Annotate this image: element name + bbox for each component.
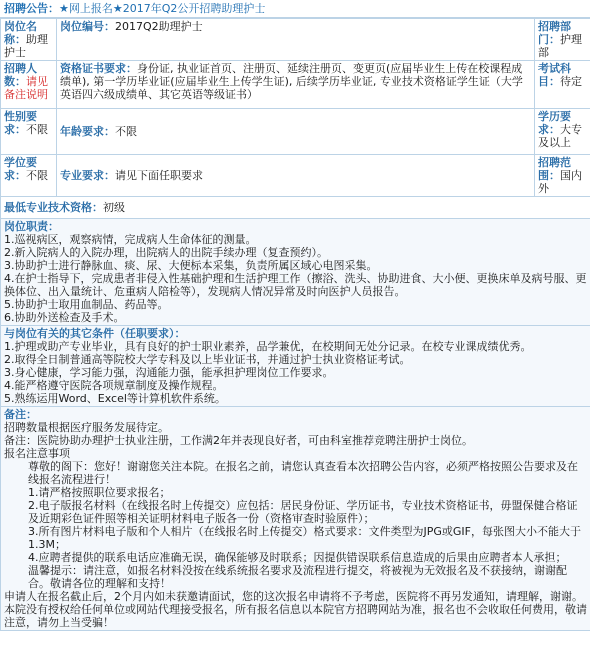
remarks-text: 申请人在报名截止后，2个月内如未获邀请面试，您的这次报名申请将不予考虑，医院将不再另发通知，请理解，谢谢。 (4, 590, 583, 603)
remarks-text: 3.所有图片材料电子版和个人相片（在线报名时上传提交）格式要求：文件类型为JPG或GIF，每张图大小不能大于1.3M； (28, 525, 581, 551)
announcement-header (0, 0, 590, 18)
degree-label: 学位要求： (4, 156, 37, 182)
major-label: 专业要求： (60, 169, 115, 182)
row-degree (1, 155, 590, 197)
edu-cell (535, 109, 590, 155)
row-conditions (1, 326, 590, 407)
degree-cell (1, 155, 57, 197)
condition-item: 2.取得全日制普通高等院校大学专科及以上毕业证书，并通过护士执业资格证考试。 (4, 353, 411, 366)
remarks-text: 尊敬的阁下：您好！谢谢您关注本院。在报名之前，请您认真查看本次招聘公告内容，必须严格按照公告要求及在线报名流程进行！ (28, 460, 578, 486)
duty-item: 1.巡视病区，观察病情，完成病人生命体征的测量。 (4, 233, 257, 246)
gender-cell (1, 109, 57, 155)
edu-label: 学历要求： (538, 110, 571, 136)
duty-item: 2.新入院病人的入院办理，出院病人的出院手续办理（复查预约）。 (4, 246, 328, 259)
cert-cell (57, 61, 535, 109)
row-duties (1, 219, 590, 326)
scope-value: 国内外 (538, 169, 582, 195)
age-cell (57, 109, 535, 155)
scope-label: 招聘范围： (538, 156, 571, 182)
post-name-cell (1, 19, 57, 61)
announcement-title[interactable]: ★网上报名★2017年Q2公开招聘助理护士 (59, 2, 266, 15)
condition-item: 4.能严格遵守医院各项规章制度及操作规程。 (4, 379, 224, 392)
cert-value: 身份证, 执业证首页、注册页、延续注册页、变更页(应届毕业生上传在校课程成绩单), 第一学历毕业证(应届毕业生上传学生证), 后续学历毕业证, 专业技术资格证学生证（大学英语四六级成绩单、其它英语等级证书） (60, 62, 523, 101)
condition-item: 1.护理或助产专业毕业，具有良好的护士职业素养，品学兼优，在校期间无处分记录。在校专业课成绩优秀。 (4, 340, 532, 353)
remarks-cell (1, 407, 590, 631)
age-label: 年龄要求： (60, 125, 115, 138)
exam-label: 考试科目： (538, 62, 571, 88)
dept-value: 护理部 (538, 33, 582, 59)
post-code-value: 2017Q2助理护士 (115, 20, 203, 33)
exam-cell (535, 61, 590, 109)
post-name-value: 助理护士 (4, 33, 48, 59)
degree-value: 不限 (26, 169, 48, 182)
duty-item: 4.在护士指导下，完成患者非侵入性基础护理和生活护理工作（擦浴、洗头、协助进食、大小便、更换床单及病号服、更换体位、出入量统计、危重病人陪检等），发现病人情况异常及时向医护人员报告。 (4, 272, 587, 298)
count-note: 备注说明 (4, 88, 48, 101)
conditions-title: 与岗位有关的其它条件（任职要求）： (4, 327, 186, 340)
post-name-label: 岗位名称： (4, 20, 37, 46)
condition-item: 3.身心健康，学习能力强，沟通能力强，能承担护理岗位工作要求。 (4, 366, 334, 379)
count-label: 招聘人数： (4, 62, 37, 88)
title-level-cell (1, 197, 590, 219)
edu-value: 大专及以上 (538, 123, 582, 149)
condition-item: 5.熟练运用Word、Excel等计算机软件系统。 (4, 392, 226, 405)
gender-value: 不限 (26, 123, 48, 136)
dept-cell (535, 19, 590, 61)
row-remarks (1, 407, 590, 631)
row-title-level (1, 197, 590, 219)
announcement-label: 招聘公告： (4, 2, 59, 15)
post-code-cell (57, 19, 535, 61)
row-gender (1, 109, 590, 155)
duties-title: 岗位职责： (4, 220, 59, 233)
remarks-text: 招聘数量根据医疗服务发展待定。 (4, 421, 169, 434)
duty-item: 5.协助护士取用血制品、药品等。 (4, 298, 169, 311)
post-code-label: 岗位编号： (60, 20, 115, 33)
remarks-text: 备注：医院协助办理护士执业注册，工作满2年并表现良好者，可由科室推荐竞聘注册护士岗位。 (4, 434, 473, 447)
gender-label: 性别要求： (4, 110, 37, 136)
remarks-text: 温馨提示：请注意，如报名材料没按在线系统报名要求及流程进行提交，将被视为无效报名及不获接纳，谢谢配合。敬请各位的理解和支持！ (28, 564, 567, 590)
duties-cell (1, 219, 590, 326)
exam-value: 待定 (560, 75, 582, 88)
conditions-cell (1, 326, 590, 407)
remarks-text: 1.请严格按照职位要求报名； (28, 486, 171, 499)
remarks-text: 本院没有授权给任何单位或网站代理接受报名，所有报名信息以本院官方招聘网站为准，报名也不会收取任何费用，敬请注意，请勿上当受骗！ (4, 603, 587, 629)
title-level-value: 初级 (103, 201, 125, 214)
major-cell (57, 155, 535, 197)
major-value: 请见下面任职要求 (115, 169, 203, 182)
job-details-table (0, 18, 590, 631)
count-value: 请见 (26, 75, 48, 88)
row-count (1, 61, 590, 109)
remarks-text: 报名注意事项 (4, 447, 70, 460)
dept-label: 招聘部门： (538, 20, 571, 46)
duty-item: 6.协助外送检查及手术。 (4, 311, 125, 324)
remarks-text: 2.电子版报名材料（在线报名时上传提交）应包括：居民身份证、学历证书，专业技术资格证书，毋盟保健合格证及近期彩色证件照等相关证明材料电子版各一份（资格审查时验原件）； (28, 499, 578, 525)
duty-item: 3.协助护士进行静脉血、痰、尿、大便标本采集，负责所属区域心电图采集。 (4, 259, 378, 272)
row-post (1, 19, 590, 61)
count-cell (1, 61, 57, 109)
age-value: 不限 (115, 125, 137, 138)
remarks-text: 4.应聘者提供的联系电话应准确无误，确保能够及时联系；因提供错误联系信息造成的后果由应聘者本人承担； (28, 551, 567, 564)
remarks-title: 备注： (4, 408, 37, 421)
title-level-label: 最低专业技术资格： (4, 201, 103, 214)
cert-label: 资格证书要求： (60, 62, 137, 75)
scope-cell (535, 155, 590, 197)
